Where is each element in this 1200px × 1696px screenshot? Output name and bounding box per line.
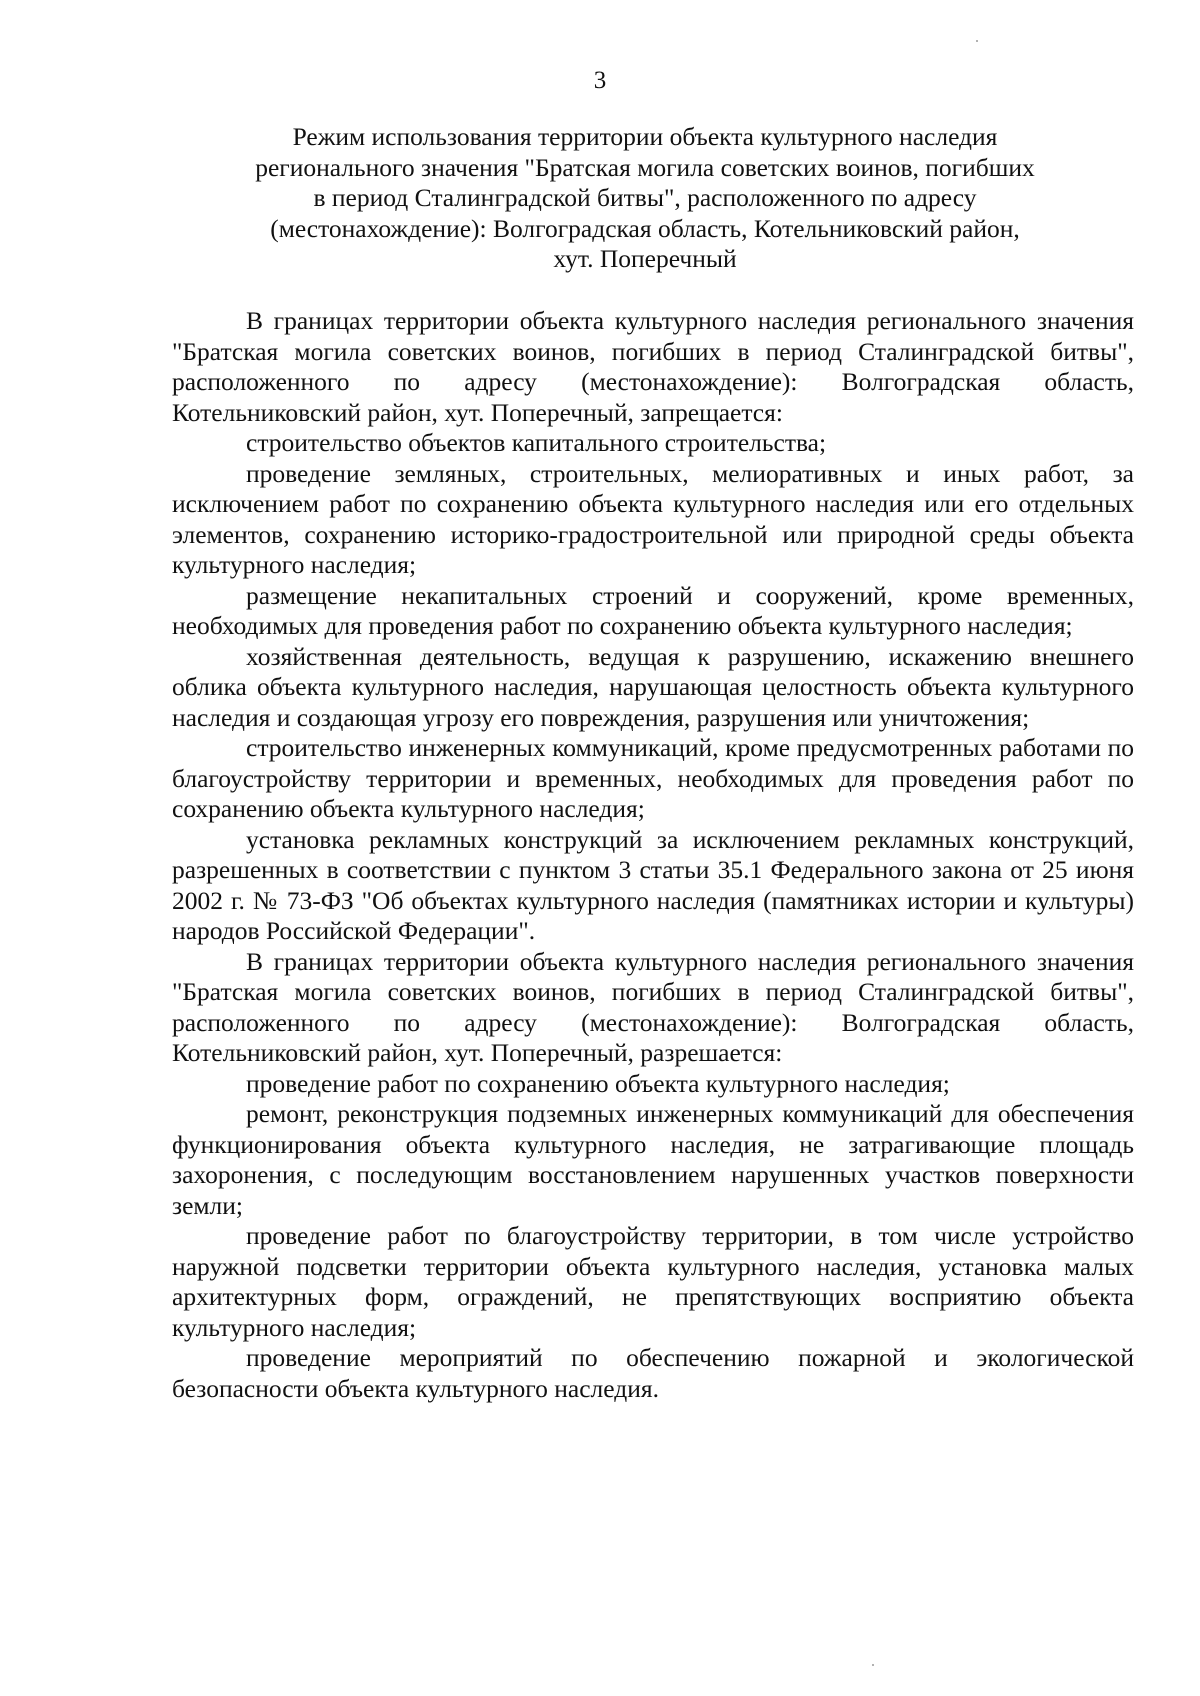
paragraph: размещение некапитальных строений и сооружений, кроме временных, необходимых для проведения работ по сохранению объекта культурного наследия; [172,580,1134,640]
paragraph: проведение работ по сохранению объекта культурного наследия; [246,1068,950,1098]
paragraph: проведение земляных, строительных, мелиоративных и иных работ, за исключением работ по сохранению объекта культурного наследия или его отдельных элементов, сохранению историко-градостроительной или природной среды объекта культурного наследия; [172,458,1134,579]
paragraph: проведение мероприятий по обеспечению пожарной и экологической безопасности объекта культурного наследия. [172,1343,1134,1403]
paragraph-prohibited-intro: В границах территории объекта культурного наследия регионального значения "Братская могила советских воинов, погибших в период Сталинградской битвы", расположенного по адресу (местонахождение): Волгоградская область, Котельниковский район, хут. Поперечный, запрещается: [172,306,1134,427]
title-line: в период Сталинградской битвы", расположенного по адресу [313,183,977,212]
document-body [172,306,1134,1404]
paragraph-permitted-intro: В границах территории объекта культурного наследия регионального значения "Братская могила советских воинов, погибших в период Сталинградской битвы", расположенного по адресу (местонахождение): Волгоградская область, Котельниковский район, хут. Поперечный, разрешается: [172,946,1134,1067]
title-line: хут. Поперечный [553,244,737,273]
title-line: Режим использования территории объекта культурного наследия [292,122,998,151]
paragraph: установка рекламных конструкций за исключением рекламных конструкций, разрешенных в соответствии с пунктом 3 статьи 35.1 Федерального закона от 25 июня 2002 г. № 73-ФЗ "Об объектах культурного наследия (памятниках истории и культуры) народов Российской Федерации". [172,824,1134,945]
paragraph: ремонт, реконструкция подземных инженерных коммуникаций для обеспечения функционирования объекта культурного наследия, не затрагивающие площадь захоронения, с последующим восстановлением нарушенных участков поверхности земли; [172,1099,1134,1220]
paragraph: проведение работ по благоустройству территории, в том числе устройство наружной подсветки территории объекта культурного наследия, установка малых архитектурных форм, ограждений, не препятствующих восприятию объекта культурного наследия; [172,1221,1134,1342]
paragraph: строительство объектов капитального строительства; [246,428,827,457]
paragraph: хозяйственная деятельность, ведущая к разрушению, искажению внешнего облика объекта культурного наследия, нарушающая целостность объекта культурного наследия и создающая угрозу его повреждения, разрушения или уничтожения; [172,641,1134,732]
scan-speck [872,1664,874,1666]
paragraph: строительство инженерных коммуникаций, кроме предусмотренных работами по благоустройству территории и временных, необходимых для проведения работ по сохранению объекта культурного наследия; [172,733,1134,823]
scan-speck [976,40,978,42]
document-title [215,122,1075,275]
title-line: регионального значения "Братская могила советских воинов, погибших [255,152,1035,182]
title-line: (местонахождение): Волгоградская область, Котельниковский район, [270,213,1020,243]
page-number: 3 [593,67,607,94]
